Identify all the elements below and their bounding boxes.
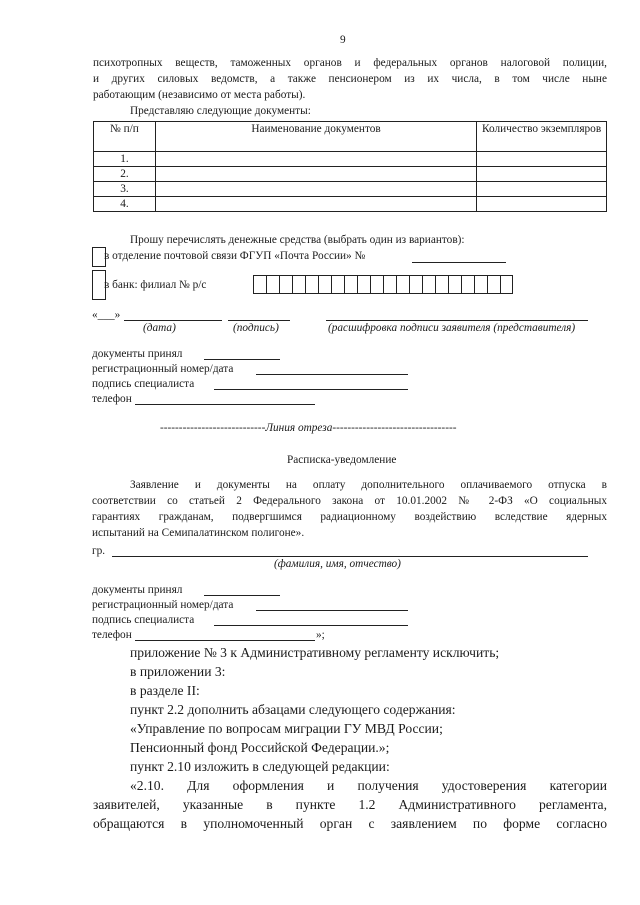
date-line[interactable]	[124, 320, 222, 321]
row-count-cell[interactable]	[477, 152, 607, 167]
date-stub: «___»	[92, 309, 121, 321]
accepted-line-2[interactable]	[204, 595, 280, 596]
documents-table	[93, 121, 607, 212]
fio-label: (фамилия, имя, отчество)	[274, 558, 401, 570]
header-count: Количество экземпляров	[477, 122, 607, 152]
receipt-title: Расписка-уведомление	[287, 454, 397, 466]
row-count-cell[interactable]	[477, 167, 607, 182]
reg-label-1: регистрационный номер/дата	[92, 363, 234, 375]
post-option-label: в отделение почтовой связи ФГУП «Почта России» №	[104, 250, 366, 262]
receipt-line-3: гарантиях гражданам, подвергшимся радиационному воздействию вследствие ядерных	[92, 511, 607, 523]
reg-line-1[interactable]	[256, 374, 408, 375]
receipt-line-2: соответствии со статьей 2 Федерального закона от 10.01.2002 № 2-ФЗ «О социальных	[92, 495, 607, 507]
phone-line-2[interactable]	[135, 640, 315, 641]
bank-option-label: в банк: филиал № р/с	[104, 279, 207, 291]
table-row	[94, 197, 607, 212]
phone-label-2: телефон	[92, 629, 132, 641]
intro-line-3: работающим (независимо от места работы).	[93, 89, 306, 101]
row-number: 3.	[94, 182, 156, 197]
header-name: Наименование документов	[155, 122, 476, 152]
table-row	[94, 182, 607, 197]
reg-line-2[interactable]	[256, 610, 408, 611]
page-number: 9	[340, 34, 346, 46]
row-name-cell[interactable]	[155, 152, 476, 167]
sign-label: (подпись)	[233, 322, 279, 334]
receipt-line-1: Заявление и документы на оплату дополнительного оплачиваемого отпуска в	[130, 479, 607, 491]
spec-label-1: подпись специалиста	[92, 378, 195, 390]
spec-line-1[interactable]	[214, 389, 408, 390]
row-number: 4.	[94, 197, 156, 212]
gr-label: гр.	[92, 545, 106, 557]
sign-line[interactable]	[228, 320, 290, 321]
phone-line-1[interactable]	[135, 404, 315, 405]
spec-line-2[interactable]	[214, 625, 408, 626]
final-line-2: заявителей, указанные в пункте 1.2 Административного регламента,	[93, 797, 607, 812]
table-header-row	[94, 122, 607, 152]
amendment-7: пункт 2.10 изложить в следующей редакции:	[130, 759, 390, 774]
accepted-line-1[interactable]	[204, 359, 280, 360]
table-row	[94, 152, 607, 167]
reg-label-2: регистрационный номер/дата	[92, 599, 234, 611]
row-count-cell[interactable]	[477, 197, 607, 212]
amendment-1: приложение № 3 к Административному регламенту исключить;	[130, 645, 500, 660]
row-number: 1.	[94, 152, 156, 167]
receipt-line-4: испытаний на Семипалатинском полигоне».	[92, 527, 305, 539]
spec-label-2: подпись специалиста	[92, 614, 195, 626]
fio-line[interactable]	[112, 556, 588, 557]
amendment-5: «Управление по вопросам миграции ГУ МВД России;	[130, 721, 443, 736]
header-num: № п/п	[94, 122, 156, 152]
date-label: (дата)	[143, 322, 176, 334]
final-line-3: обращаются в уполномоченный орган с заявлением по форме согласно	[93, 816, 607, 831]
amendment-3: в разделе II:	[130, 683, 200, 698]
payment-intro: Прошу перечислять денежные средства (выбрать один из вариантов):	[130, 234, 465, 246]
row-name-cell[interactable]	[155, 197, 476, 212]
post-number-line[interactable]	[412, 262, 506, 263]
amendment-6: Пенсионный фонд Российской Федерации.»;	[130, 740, 390, 755]
accepted-label-2: документы принял	[92, 584, 183, 596]
intro-line-1: психотропных веществ, таможенных органов и федеральных органов налоговой полиции,	[93, 57, 607, 69]
table-row	[94, 167, 607, 182]
amendment-4: пункт 2.2 дополнить абзацами следующего содержания:	[130, 702, 456, 717]
row-name-cell[interactable]	[155, 182, 476, 197]
row-name-cell[interactable]	[155, 167, 476, 182]
decode-label: (расшифровка подписи заявителя (представителя)	[328, 322, 576, 334]
docs-intro: Представляю следующие документы:	[130, 105, 311, 117]
phone-end: »;	[316, 629, 325, 641]
accepted-label-1: документы принял	[92, 348, 183, 360]
intro-line-2: и других силовых ведомств, а также пенсионером из их числа, в том числе ныне	[93, 73, 607, 85]
cut-line: ----------------------------Линия отреза---------------------------------	[160, 422, 457, 434]
row-count-cell[interactable]	[477, 182, 607, 197]
row-number: 2.	[94, 167, 156, 182]
amendment-2: в приложении 3:	[130, 664, 226, 679]
phone-label-1: телефон	[92, 393, 132, 405]
final-line-1: «2.10. Для оформления и получения удостоверения категории	[130, 778, 607, 793]
decode-line[interactable]	[326, 320, 588, 321]
